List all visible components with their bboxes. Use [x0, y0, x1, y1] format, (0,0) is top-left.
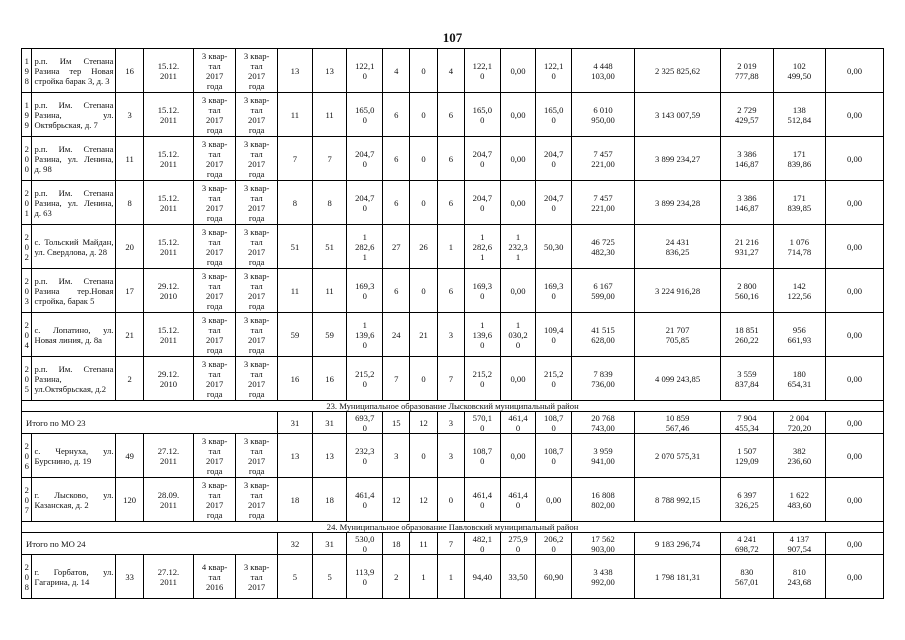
residents-resettled: 11 [312, 269, 347, 313]
residents-resettled: 5 [312, 555, 347, 599]
residents-count: 20 [116, 225, 143, 269]
total-cell: 2 004 720,20 [773, 412, 825, 434]
table-row [22, 93, 884, 137]
total-cell: 3 [437, 412, 464, 434]
register-table [21, 48, 884, 599]
extra-cost: 0,00 [826, 49, 884, 93]
residents-resettled: 59 [312, 313, 347, 357]
total-cell: 108,7 0 [536, 412, 572, 434]
row-number: 2 0 5 [22, 357, 32, 401]
municipal-cost: 171 839,86 [773, 137, 825, 181]
area-total: 461,4 0 [347, 478, 383, 522]
extra-cost: 0,00 [826, 555, 884, 599]
rooms-municipal: 3 [437, 313, 464, 357]
address: с. Лопатино, ул. Новая линия, д. 8а [32, 313, 116, 357]
decision-date: 29.12. 2010 [143, 357, 193, 401]
rooms-municipal: 0 [437, 478, 464, 522]
total-cell: 0,00 [826, 412, 884, 434]
cost-total: 7 457 221,00 [572, 137, 635, 181]
residents-resettled: 11 [312, 93, 347, 137]
total-cell: 482,1 0 [464, 533, 500, 555]
address: г. Лысково, ул. Казанская, д. 2 [32, 478, 116, 522]
rooms-municipal: 3 [437, 434, 464, 478]
total-cell: 275,9 0 [500, 533, 536, 555]
total-cell: 530,0 0 [347, 533, 383, 555]
decision-date: 15.12. 2011 [143, 49, 193, 93]
table-row [22, 434, 884, 478]
municipal-cost: 142 122,56 [773, 269, 825, 313]
rooms-total: 24 [383, 313, 410, 357]
rooms-total: 3 [383, 434, 410, 478]
row-number: 2 0 4 [22, 313, 32, 357]
area-owned: 461,4 0 [500, 478, 536, 522]
residents-total: 8 [278, 181, 313, 225]
area-owned: 0,00 [500, 93, 536, 137]
table-row [22, 225, 884, 269]
rooms-total: 6 [383, 137, 410, 181]
planned-date: 3 квар- тал 2017 года [194, 225, 236, 269]
page-number: 107 [442, 30, 463, 45]
area-total: 204,7 0 [347, 137, 383, 181]
decision-date: 15.12. 2011 [143, 137, 193, 181]
table-row [22, 49, 884, 93]
rooms-municipal: 1 [437, 555, 464, 599]
municipal-cost: 382 236,60 [773, 434, 825, 478]
area-municipal: 204,7 0 [536, 181, 572, 225]
area-total: 204,7 0 [347, 181, 383, 225]
actual-date: 3 квар- тал 2017 года [236, 181, 278, 225]
residents-total: 59 [278, 313, 313, 357]
rooms-owned: 0 [410, 269, 437, 313]
actual-date: 3 квар- тал 2017 [236, 555, 278, 599]
total-cell: 31 [312, 533, 347, 555]
fund-cost: 3 899 234,27 [635, 137, 721, 181]
area-resettled: 94,40 [464, 555, 500, 599]
address: р.п. Им. Степана Разина тер.Новая стройка, барак 5 [32, 269, 116, 313]
table-row [22, 357, 884, 401]
area-total: 113,9 0 [347, 555, 383, 599]
total-cell: 17 562 903,00 [572, 533, 635, 555]
area-resettled: 108,7 0 [464, 434, 500, 478]
actual-date: 3 квар- тал 2017 года [236, 434, 278, 478]
municipal-cost: 810 243,68 [773, 555, 825, 599]
extra-cost: 0,00 [826, 137, 884, 181]
address: с. Тольский Майдан, ул. Свердлова, д. 28 [32, 225, 116, 269]
rooms-municipal: 1 [437, 225, 464, 269]
rooms-municipal: 6 [437, 181, 464, 225]
total-cell: 4 137 907,54 [773, 533, 825, 555]
residents-count: 49 [116, 434, 143, 478]
decision-date: 15.12. 2011 [143, 313, 193, 357]
area-total: 215,2 0 [347, 357, 383, 401]
residents-total: 16 [278, 357, 313, 401]
area-owned: 0,00 [500, 181, 536, 225]
total-cell: 0,00 [826, 533, 884, 555]
area-municipal: 109,4 0 [536, 313, 572, 357]
total-label: Итого по МО 24 [22, 533, 278, 555]
total-cell: 570,1 0 [464, 412, 500, 434]
municipal-cost: 138 512,84 [773, 93, 825, 137]
area-municipal: 122,1 0 [536, 49, 572, 93]
area-owned: 33,50 [500, 555, 536, 599]
extra-cost: 0,00 [826, 181, 884, 225]
residents-total: 13 [278, 49, 313, 93]
extra-cost: 0,00 [826, 478, 884, 522]
planned-date: 3 квар- тал 2017 года [194, 434, 236, 478]
row-number: 2 0 8 [22, 555, 32, 599]
area-municipal: 169,3 0 [536, 269, 572, 313]
area-resettled: 204,7 0 [464, 181, 500, 225]
region-cost: 2 019 777,88 [721, 49, 773, 93]
total-cell: 31 [278, 412, 313, 434]
cost-total: 7 839 736,00 [572, 357, 635, 401]
actual-date: 3 квар- тал 2017 года [236, 357, 278, 401]
table-row [22, 137, 884, 181]
table-row [22, 181, 884, 225]
area-municipal: 215,2 0 [536, 357, 572, 401]
mo24-section [22, 522, 884, 555]
fund-cost: 3 224 916,28 [635, 269, 721, 313]
municipal-cost: 1 076 714,78 [773, 225, 825, 269]
row-number: 1 9 8 [22, 49, 32, 93]
total-cell: 11 [410, 533, 437, 555]
actual-date: 3 квар- тал 2017 года [236, 93, 278, 137]
planned-date: 3 квар- тал 2017 года [194, 478, 236, 522]
region-cost: 3 386 146,87 [721, 181, 773, 225]
rooms-owned: 0 [410, 357, 437, 401]
rooms-owned: 1 [410, 555, 437, 599]
cost-total: 7 457 221,00 [572, 181, 635, 225]
extra-cost: 0,00 [826, 269, 884, 313]
region-cost: 21 216 931,27 [721, 225, 773, 269]
municipal-cost: 180 654,31 [773, 357, 825, 401]
area-municipal: 108,7 0 [536, 434, 572, 478]
municipal-cost: 171 839,85 [773, 181, 825, 225]
cost-total: 3 438 992,00 [572, 555, 635, 599]
actual-date: 3 квар- тал 2017 года [236, 269, 278, 313]
row-number: 2 0 7 [22, 478, 32, 522]
total-cell: 4 241 698,72 [721, 533, 773, 555]
region-cost: 2 800 560,16 [721, 269, 773, 313]
actual-date: 3 квар- тал 2017 года [236, 49, 278, 93]
area-municipal: 50,30 [536, 225, 572, 269]
residents-resettled: 16 [312, 357, 347, 401]
fund-cost: 2 325 825,62 [635, 49, 721, 93]
extra-cost: 0,00 [826, 93, 884, 137]
region-cost: 6 397 326,25 [721, 478, 773, 522]
rooms-municipal: 7 [437, 357, 464, 401]
total-cell: 9 183 296,74 [635, 533, 721, 555]
total-cell: 461,4 0 [500, 412, 536, 434]
extra-cost: 0,00 [826, 225, 884, 269]
planned-date: 3 квар- тал 2017 года [194, 137, 236, 181]
area-municipal: 204,7 0 [536, 137, 572, 181]
cost-total: 16 808 802,00 [572, 478, 635, 522]
area-resettled: 1 139,6 0 [464, 313, 500, 357]
actual-date: 3 квар- тал 2017 года [236, 313, 278, 357]
cost-total: 3 959 941,00 [572, 434, 635, 478]
municipal-cost: 102 499,50 [773, 49, 825, 93]
area-municipal: 0,00 [536, 478, 572, 522]
extra-cost: 0,00 [826, 357, 884, 401]
region-cost: 2 729 429,57 [721, 93, 773, 137]
residents-resettled: 13 [312, 434, 347, 478]
total-cell: 10 859 567,46 [635, 412, 721, 434]
planned-date: 4 квар- тал 2016 [194, 555, 236, 599]
rooms-municipal: 6 [437, 93, 464, 137]
planned-date: 3 квар- тал 2017 года [194, 49, 236, 93]
cost-total: 4 448 103,00 [572, 49, 635, 93]
area-resettled: 165,0 0 [464, 93, 500, 137]
table-row [22, 555, 884, 599]
area-resettled: 122,1 0 [464, 49, 500, 93]
area-resettled: 169,3 0 [464, 269, 500, 313]
table-row [22, 478, 884, 522]
area-owned: 0,00 [500, 137, 536, 181]
residents-count: 33 [116, 555, 143, 599]
rooms-municipal: 6 [437, 137, 464, 181]
rooms-total: 2 [383, 555, 410, 599]
address: с. Чернуха, ул. Бурснино, д. 19 [32, 434, 116, 478]
residents-resettled: 8 [312, 181, 347, 225]
region-cost: 3 559 837,84 [721, 357, 773, 401]
planned-date: 3 квар- тал 2017 года [194, 357, 236, 401]
area-resettled: 1 282,6 1 [464, 225, 500, 269]
planned-date: 3 квар- тал 2017 года [194, 269, 236, 313]
decision-date: 15.12. 2011 [143, 225, 193, 269]
municipal-cost: 1 622 483,60 [773, 478, 825, 522]
mo23-header: 23. Муниципальное образование Лысковский муниципальный район [22, 401, 884, 412]
cost-total: 46 725 482,30 [572, 225, 635, 269]
area-total: 1 139,6 0 [347, 313, 383, 357]
residents-total: 11 [278, 269, 313, 313]
fund-cost: 1 798 181,31 [635, 555, 721, 599]
total-row-mo24 [22, 533, 884, 555]
area-resettled: 461,4 0 [464, 478, 500, 522]
planned-date: 3 квар- тал 2017 года [194, 181, 236, 225]
address: р.п. Им Степана Разина тер Новая стройка барак 3, д. 3 [32, 49, 116, 93]
address: г. Горбатов, ул. Гагарина, д. 14 [32, 555, 116, 599]
residents-count: 2 [116, 357, 143, 401]
residents-total: 11 [278, 93, 313, 137]
area-owned: 1 232,3 1 [500, 225, 536, 269]
mo24-header: 24. Муниципальное образование Павловский муниципальный район [22, 522, 884, 533]
area-owned: 0,00 [500, 434, 536, 478]
residents-total: 7 [278, 137, 313, 181]
residents-total: 13 [278, 434, 313, 478]
address: р.п. Им. Степана Разина, ул. Ленина, д. 63 [32, 181, 116, 225]
residents-count: 21 [116, 313, 143, 357]
residents-count: 8 [116, 181, 143, 225]
residents-count: 3 [116, 93, 143, 137]
residents-resettled: 7 [312, 137, 347, 181]
area-total: 232,3 0 [347, 434, 383, 478]
rows-mo24 [22, 555, 884, 599]
region-cost: 3 386 146,87 [721, 137, 773, 181]
fund-cost: 24 431 836,25 [635, 225, 721, 269]
decision-date: 27.12. 2011 [143, 555, 193, 599]
actual-date: 3 квар- тал 2017 года [236, 478, 278, 522]
area-resettled: 215,2 0 [464, 357, 500, 401]
residents-resettled: 18 [312, 478, 347, 522]
address: р.п. Им. Степана Разина, ул.Октябрьская, д.2 [32, 357, 116, 401]
actual-date: 3 квар- тал 2017 года [236, 137, 278, 181]
area-total: 1 282,6 1 [347, 225, 383, 269]
area-resettled: 204,7 0 [464, 137, 500, 181]
residents-total: 5 [278, 555, 313, 599]
residents-count: 16 [116, 49, 143, 93]
rooms-municipal: 6 [437, 269, 464, 313]
area-total: 169,3 0 [347, 269, 383, 313]
area-municipal: 165,0 0 [536, 93, 572, 137]
fund-cost: 2 070 575,31 [635, 434, 721, 478]
rooms-total: 7 [383, 357, 410, 401]
table-row [22, 313, 884, 357]
row-number: 2 0 0 [22, 137, 32, 181]
rooms-owned: 12 [410, 478, 437, 522]
total-row-mo23 [22, 412, 884, 434]
address: р.п. Им. Степана Разина, ул. Октябрьская, д. 7 [32, 93, 116, 137]
decision-date: 29.12. 2010 [143, 269, 193, 313]
rooms-owned: 26 [410, 225, 437, 269]
area-owned: 0,00 [500, 357, 536, 401]
rooms-total: 6 [383, 93, 410, 137]
planned-date: 3 квар- тал 2017 года [194, 313, 236, 357]
fund-cost: 3 899 234,28 [635, 181, 721, 225]
rooms-total: 4 [383, 49, 410, 93]
fund-cost: 3 143 007,59 [635, 93, 721, 137]
extra-cost: 0,00 [826, 313, 884, 357]
decision-date: 15.12. 2011 [143, 181, 193, 225]
rows-mo22 [22, 49, 884, 401]
rooms-owned: 0 [410, 434, 437, 478]
total-cell: 693,7 0 [347, 412, 383, 434]
rooms-owned: 0 [410, 181, 437, 225]
fund-cost: 4 099 243,85 [635, 357, 721, 401]
total-label: Итого по МО 23 [22, 412, 278, 434]
total-cell: 32 [278, 533, 313, 555]
total-cell: 12 [410, 412, 437, 434]
rooms-owned: 0 [410, 93, 437, 137]
rooms-total: 12 [383, 478, 410, 522]
area-owned: 0,00 [500, 269, 536, 313]
total-cell: 31 [312, 412, 347, 434]
residents-total: 18 [278, 478, 313, 522]
area-municipal: 60,90 [536, 555, 572, 599]
address: р.п. Им. Степана Разина, ул. Ленина, д. 98 [32, 137, 116, 181]
fund-cost: 8 788 992,15 [635, 478, 721, 522]
mo23-section [22, 401, 884, 434]
decision-date: 15.12. 2011 [143, 93, 193, 137]
row-number: 2 0 3 [22, 269, 32, 313]
row-number: 2 0 1 [22, 181, 32, 225]
total-cell: 20 768 743,00 [572, 412, 635, 434]
fund-cost: 21 707 705,85 [635, 313, 721, 357]
cost-total: 6 167 599,00 [572, 269, 635, 313]
planned-date: 3 квар- тал 2017 года [194, 93, 236, 137]
rooms-total: 6 [383, 181, 410, 225]
residents-count: 120 [116, 478, 143, 522]
area-owned: 0,00 [500, 49, 536, 93]
area-owned: 1 030,2 0 [500, 313, 536, 357]
total-cell: 18 [383, 533, 410, 555]
row-number: 1 9 9 [22, 93, 32, 137]
residents-count: 17 [116, 269, 143, 313]
area-total: 165,0 0 [347, 93, 383, 137]
rooms-owned: 21 [410, 313, 437, 357]
residents-total: 51 [278, 225, 313, 269]
cost-total: 6 010 950,00 [572, 93, 635, 137]
rooms-owned: 0 [410, 137, 437, 181]
actual-date: 3 квар- тал 2017 года [236, 225, 278, 269]
rooms-total: 6 [383, 269, 410, 313]
area-total: 122,1 0 [347, 49, 383, 93]
decision-date: 27.12. 2011 [143, 434, 193, 478]
decision-date: 28.09. 2011 [143, 478, 193, 522]
row-number: 2 0 2 [22, 225, 32, 269]
residents-resettled: 13 [312, 49, 347, 93]
cost-total: 41 515 628,00 [572, 313, 635, 357]
residents-resettled: 51 [312, 225, 347, 269]
rows-mo23 [22, 434, 884, 522]
rooms-total: 27 [383, 225, 410, 269]
total-cell: 7 904 455,34 [721, 412, 773, 434]
row-number: 2 0 6 [22, 434, 32, 478]
rooms-owned: 0 [410, 49, 437, 93]
total-cell: 7 [437, 533, 464, 555]
rooms-municipal: 4 [437, 49, 464, 93]
total-cell: 15 [383, 412, 410, 434]
region-cost: 830 567,01 [721, 555, 773, 599]
municipal-cost: 956 661,93 [773, 313, 825, 357]
total-cell: 206,2 0 [536, 533, 572, 555]
region-cost: 1 507 129,09 [721, 434, 773, 478]
extra-cost: 0,00 [826, 434, 884, 478]
region-cost: 18 851 260,22 [721, 313, 773, 357]
table-row [22, 269, 884, 313]
residents-count: 11 [116, 137, 143, 181]
